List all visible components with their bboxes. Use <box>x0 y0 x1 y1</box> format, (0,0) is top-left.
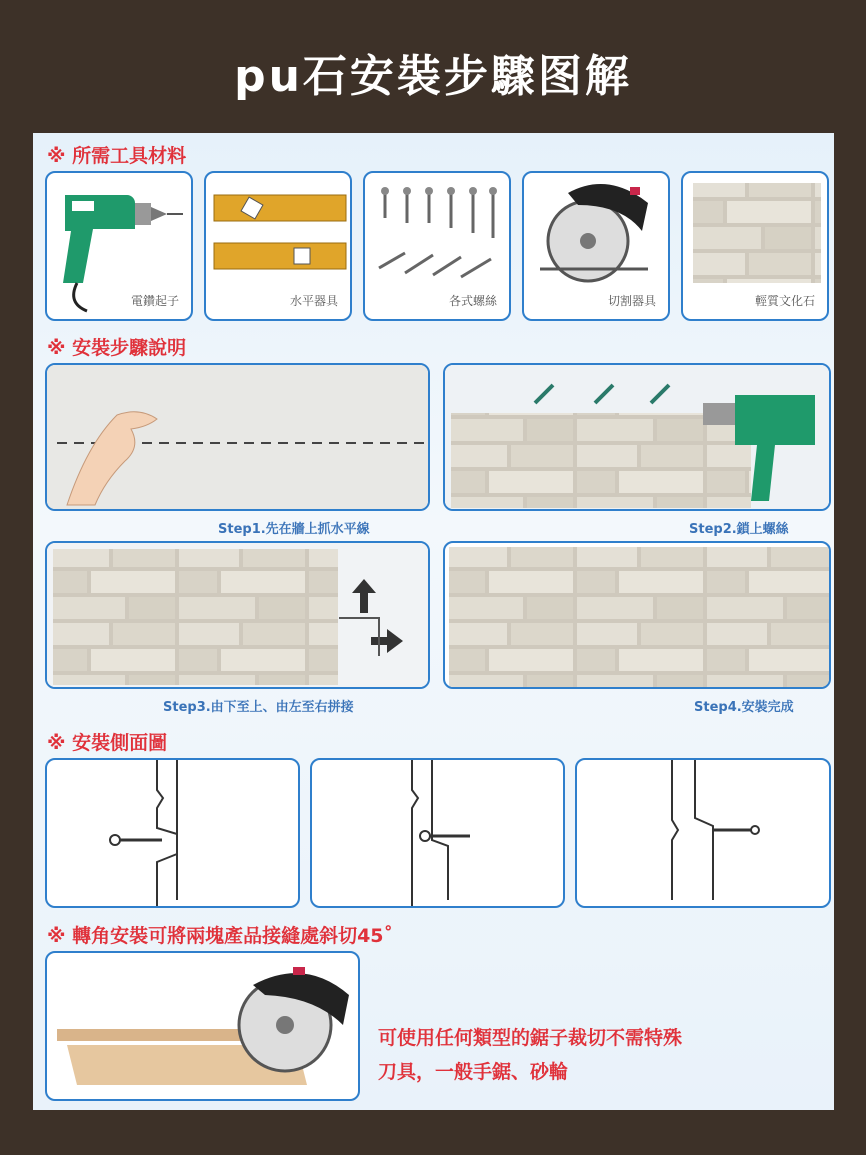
step3-panel <box>45 541 430 689</box>
side-view-panel-2 <box>310 758 565 908</box>
mitre-cut-illustration <box>47 953 360 1101</box>
side-section-diagram <box>577 760 831 908</box>
corner-text-line1: 可使用任何類型的鋸子裁切不需特殊 <box>378 1027 683 1049</box>
step2-panel <box>443 363 831 511</box>
page-title: pu石安裝步驟图解 <box>234 51 632 102</box>
step4-panel <box>443 541 831 689</box>
step3-caption: Step3.由下至上、由左至右拼接 <box>163 700 354 715</box>
corner-cut-panel <box>45 951 360 1101</box>
wall-level-line-illustration <box>47 365 430 511</box>
side-view-panel-3 <box>575 758 831 908</box>
side-view-heading: ※ 安裝側面圖 <box>47 732 168 754</box>
tool-label: 各式螺絲 <box>448 294 497 308</box>
side-view-panel-1 <box>45 758 300 908</box>
step4-caption: Step4.安裝完成 <box>694 700 794 715</box>
screwing-illustration <box>445 365 831 511</box>
assembly-direction-illustration <box>47 543 430 689</box>
corner-text-line2: 刀具，一般手鋸、砂輪 <box>378 1061 569 1083</box>
steps-heading: ※ 安裝步驟說明 <box>47 337 187 359</box>
tool-label: 電鑽起子 <box>130 294 179 308</box>
corner-text <box>378 1021 682 1089</box>
tools-heading: ※ 所需工具材料 <box>47 145 187 167</box>
tool-card-drill <box>45 171 193 321</box>
tool-card-level <box>204 171 352 321</box>
step1-panel <box>45 363 430 511</box>
corner-heading: ※ 轉角安裝可將兩塊產品接縫處斜切45˚ <box>47 925 394 947</box>
tool-card-stone <box>681 171 829 321</box>
tool-label: 切割器具 <box>607 294 656 308</box>
tool-card-saw <box>522 171 670 321</box>
step1-caption: Step1.先在牆上抓水平線 <box>218 522 370 537</box>
side-section-diagram <box>312 760 565 908</box>
instruction-sheet <box>33 133 834 1110</box>
tool-card-screws <box>363 171 511 321</box>
side-section-diagram <box>47 760 300 908</box>
tool-label: 水平器具 <box>289 294 338 308</box>
completed-wall-illustration <box>445 543 831 689</box>
tool-label: 輕質文化石 <box>754 294 815 308</box>
step2-caption: Step2.鎖上螺絲 <box>689 522 789 537</box>
